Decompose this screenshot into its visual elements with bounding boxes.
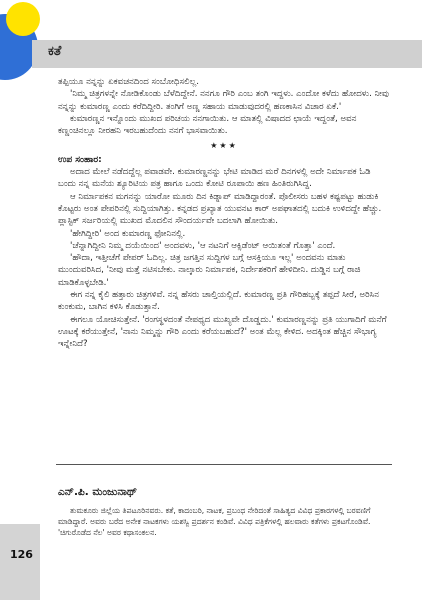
section-title: ಕತೆ — [48, 44, 62, 59]
story-body — [58, 76, 390, 351]
story-paragraph: 'ನಿಮ್ಮ ಚಿತ್ರಗಳನ್ನೇ ನೋಡಿಕೊಂಡು ಬೆಳೆದಿದ್ದೇನೆ. ನನಗೂ ಗೌರಿ ಎಂಬ ತಂಗಿ ಇದ್ದಳು. ಎಂದೋ ಕಳೆದು ಹೋದಳು. ನೀವು ನನ್ನನ್ನು ಕುಮಾರಣ್ಣ ಎಂದು ಕರೆದಿದ್ದೀರಿ. ತಂಗಿಗೆ ಅಣ್ಣ ಸಹಾಯ ಮಾಡುವುದರಲ್ಲಿ ಹಣಕಾಸಿನ ವಿಚಾರ ಏಕೆ.' — [58, 89, 389, 112]
author-block — [58, 486, 390, 539]
section-header — [32, 0, 422, 70]
story-paragraph: 'ಹೇಗಿದ್ದೀರಿ' ಅಂದ ಕುಮಾರಣ್ಣ ಫೋನಿನಲ್ಲಿ. — [70, 228, 186, 239]
page-number-bar — [0, 524, 40, 600]
author-divider — [56, 464, 392, 465]
section-divider-stars: ★★★ — [210, 141, 238, 151]
story-paragraph: ಕುಮಾರಣ್ಣನ ಇನ್ನೊಂದು ಮುಖದ ಪರಿಚಯ ನನಗಾಯಿತು. ಆ ಮಾತಲ್ಲಿ ವಿಷಾದದ ಛಾಯೆ ಇದ್ದಂತೆ, ಅವನ ಕಣ್ಣಂಚಿನಲ್ಲೂ ನೀರಹನಿ ಇರಬಹುದೆಂದು ನನಗೆ ಭಾಸವಾಯಿತು. — [58, 113, 357, 137]
story-paragraph: 'ಚೆನ್ನಾಗಿದ್ದೀನಿ ನಿಮ್ಮ ದಯೆಯಿಂದ' ಅಂದವಳು, 'ಆ ನಟನಿಗೆ ಆಕ್ಸಿಡೆಂಟ್ ಆಯಿತಂತೆ ಗೊತ್ತಾ' ಎಂದೆ. — [70, 240, 336, 251]
story-paragraph: ಆ ನಿರ್ಮಾಪಕನ ಮಗನನ್ನು ಯಾರೋ ಮೂರು ದಿನ ಕಿಡ್ನಾಪ್ ಮಾಡಿದ್ದಾರಂತೆ. ಪೊಲೀಸರು ಬಹಳ ಕಷ್ಟಪಟ್ಟು ಹುಡುಕಿ ಕೊಟ್ಟರು ಅಂತ ಪೇಪರಿನಲ್ಲಿ ಸುದ್ದಿಯಾಗಿತ್ತು. ಕನ್ನಡದ ಪ್ರಖ್ಯಾತ ಯುವನಟ ಕಾರ್ ಅಪಘಾತದಲ್ಲಿ ಬದುಕಿ ಉಳಿದದ್ದೇ ಹೆಚ್ಚು. ಪ್ಲಾಸ್ಟಿಕ್ ಸರ್ಜರಿಯಲ್ಲಿ ಮುಖದ ಮೊದಲಿನ ಸೌಂದರ್ಯವೇ ಬದಲಾಗಿ ಹೋಯಿತು. — [58, 191, 382, 227]
author-bio: ತುಮಕೂರು ಜಿಲ್ಲೆಯ ತಿಪಟೂರಿನವರು. ಕತೆ, ಕಾದಂಬರಿ, ನಾಟಕ, ಪ್ರಬಂಧ ನೇರಿದಂತೆ ಸಾಹಿತ್ಯದ ವಿವಿಧ ಪ್ರಕಾರಗಳಲ್ಲಿ ಬರವಣಿಗೆ ಮಾಡಿದ್ದಾರೆ. ಅವರು ಬರೆದ ಅನೇಕ ನಾಟಕಗಳು ಯಶಸ್ವಿ ಪ್ರದರ್ಶನ ಕಂಡಿವೆ. ವಿವಿಧ ಪತ್ರಿಕೆಗಳಲ್ಲಿ ಹಲವಾರು ಕತೆಗಳು ಪ್ರಕಟಗೊಂಡಿವೆ. 'ಚಿಗುರೊಡೆದ ನೆಲ' ಅವರ ಕಥಾಸಂಕಲನ. — [58, 506, 371, 538]
header-bar — [32, 40, 422, 68]
story-paragraph: ಈಗ ನನ್ನ ಕೈಲಿ ಹತ್ತಾರು ಚಿತ್ರಗಳಿವೆ. ನನ್ನ ಹೆಸರು ಚಾಲ್ತಿಯಲ್ಲಿದೆ. ಕುಮಾರಣ್ಣ ಪ್ರತಿ ಗೌರಿಹಬ್ಬಕ್ಕೆ ತಪ್ಪದೆ ಸೀರೆ, ಅರಿಸಿನ ಕುಂಕುಮ, ಬಾಗಿನ ಕಳಿಸಿ ಕೊಡುತ್ತಾನೆ. — [58, 290, 380, 313]
author-name: ಎನ್.ಪಿ. ಮಂಜುನಾಥ್ — [58, 486, 138, 498]
epilogue-heading: ಉಪ ಸಂಹಾರ: — [58, 154, 102, 165]
story-paragraph: ಅದಾದ ಮೇಲೆ ನಡೆದದ್ದೆಲ್ಲ ಪವಾಡವೇ. ಕುಮಾರಣ್ಣನನ್ನು ಭೇಟಿ ಮಾಡಿದ ಮರೆ ದಿನಗಳಲ್ಲಿ ಅದೇ ನಿರ್ಮಾಪಕ ಓಡಿ ಬಂದು ನನ್ನ ಮನೆಯ ಶ್ಯೂರಿಟಿಯ ಪತ್ರ ಹಾಗೂ ಒಂದು ಕೋಟಿ ರೂಪಾಯಿ ಹಣ ಹಿಂತಿರುಗಿಸಿದ್ದ. — [58, 167, 371, 190]
story-paragraph: ಈಗಲೂ ಯೋಚಿಸುತ್ತೇನೆ. 'ರಂಗಸ್ಥಳದಂತೆ ನೇಪಥ್ಯದ ಮುಖ್ಯವೇ ದೊಡ್ಡದು.' ಕುಮಾರಣ್ಣನನ್ನು ಪ್ರತಿ ಯುಗಾದಿಗೆ ಮನೆಗೆ ಊಟಕ್ಕೆ ಕರೆಯುತ್ತೇನೆ, 'ನಾನು ನಿಮ್ಮನ್ನು ಗೌರಿ ಎಂದು ಕರೆಯಬಹುದೆ?' ಅಂತ ಮೆಲ್ಲ ಕೇಳಿದ. ಅದಕ್ಕಿಂತ ಹೆಚ್ಚಿನ ಸೌಭಾಗ್ಯ ಇನ್ನೇನಿದೆ? — [58, 314, 387, 350]
story-paragraph: ತಪ್ಪಿಯೂ ನನ್ನನ್ನು ಏಕವಚನದಿಂದ ಸಂಬೋಧಿಸಲಿಲ್ಲ. — [58, 77, 199, 87]
page-number: 126 — [10, 548, 33, 561]
story-paragraph: 'ಹೌದಾ, ಇತ್ತೀಚೆಗೆ ಪೇಪರ್ ಓದಿಲ್ಲ. ಚಿತ್ರ ಜಗತ್ತಿನ ಸುದ್ದಿಗಳ ಬಗ್ಗೆ ಆಸಕ್ತಿಯೂ ಇಲ್ಲ' ಅಂದವನು ಮಾತು ಮುಂದುವರಿಸಿದ, 'ನೀವು ಮತ್ತೆ ನಟಿಸಬೇಕು. ನಾಲ್ಕಾರು ನಿರ್ಮಾಪಕ, ನಿರ್ದೇಶಕರಿಗೆ ಹೇಳಿದೀನಿ. ದುಡ್ಡಿನ ಬಗ್ಗೆ ರಾಜಿ ಮಾಡಿಕೊಳ್ಳಬೇಡಿ.' — [58, 253, 361, 288]
